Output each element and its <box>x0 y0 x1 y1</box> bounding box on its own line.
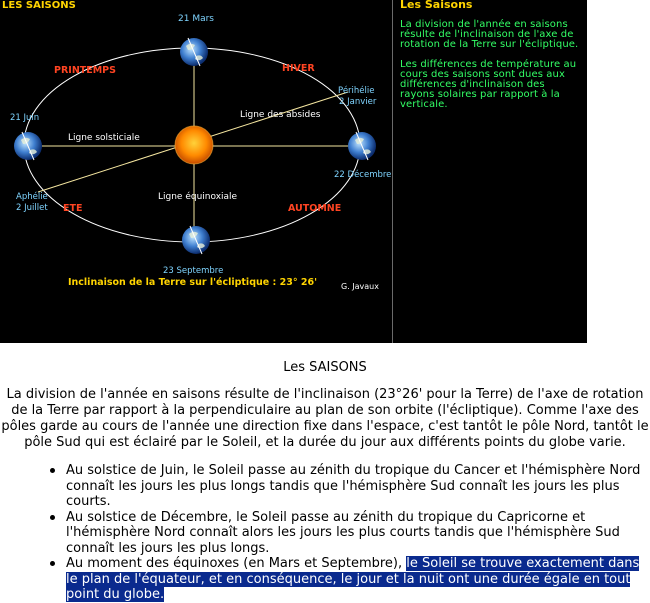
side-caption-title: Les Saisons <box>400 0 473 11</box>
label-perihelie: Périhélie <box>338 86 375 96</box>
label-printemps: PRINTEMPS <box>54 65 116 76</box>
earth-september <box>182 226 210 254</box>
side-caption-paragraph: La division de l'année en saisons résulte de l'inclinaison de l'axe de rotation de la Terre sur l'écliptique. <box>400 19 579 50</box>
article-intro: La division de l'année en saisons résulte de l'inclinaison (23°26' pour la Terre) de l'axe de rotation de la Terre par rapport à la perpendiculaire au plan de son orbite (l'écliptique). Comme l'axe des pôles garde au cours de l'année une direction fixe dans l'espace, c'est tantôt le pôle Nord, tantôt le pôle Sud qui est éclairé par le Soleil, et la durée du jour aux différents points du globe varie. <box>1 387 649 450</box>
list-item <box>66 556 650 603</box>
side-caption-paragraph: Les différences de température au cours des saisons sont dues aux différences d'inclinaison des rayons solaires par rapport à la verticale. <box>400 59 577 110</box>
list-item-text: Au solstice de Décembre, le Soleil passe au zénith du tropique du Capricorne et l'hémisphère Nord connaît alors les jours les plus courts tandis que l'hémisphère Sud connaît les jours les plus longs. <box>66 509 620 556</box>
list-item <box>66 463 650 510</box>
bullet-dot-icon <box>50 515 55 520</box>
label-inclinaison: Inclinaison de la Terre sur l'écliptique : 23° 26' <box>68 277 318 288</box>
label-hiver: HIVER <box>282 63 315 74</box>
article-title: Les SAISONS <box>283 360 367 375</box>
list-item-text: Au solstice de Juin, le Soleil passe au zénith du tropique du Cancer et l'hémisphère Nord connaît les jours les plus longs tandis que l'hémisphère Sud connaît les jours les plus courts. <box>66 463 641 509</box>
label-september: 23 Septembre <box>163 266 224 276</box>
label-janvier: 2 Janvier <box>339 97 377 107</box>
season-bullet-list <box>66 463 650 603</box>
list-item-text: Au moment des équinoxes (en Mars et Septembre), <box>66 556 407 571</box>
label-juillet: 2 Juillet <box>16 203 48 213</box>
label-apsides-line: Ligne des absides <box>240 110 321 120</box>
label-june: 21 Juin <box>10 113 40 123</box>
earth-march <box>180 38 208 66</box>
orbit-diagram <box>0 0 392 343</box>
bullet-dot-icon <box>50 561 55 566</box>
selected-text[interactable]: le Soleil se trouve exactement dans le plan de l'équateur, et en conséquence, le jour et la nuit ont une durée égale en tout point du globe. <box>66 556 640 602</box>
earth-december <box>348 132 376 160</box>
list-item <box>66 510 650 557</box>
panel-divider <box>392 0 393 343</box>
label-equinox-line: Ligne équinoxiale <box>158 192 238 202</box>
label-ete: ETE <box>63 203 83 214</box>
label-march: 21 Mars <box>178 14 214 24</box>
side-caption <box>400 0 582 110</box>
label-automne: AUTOMNE <box>288 203 342 214</box>
earth-june <box>14 132 42 160</box>
label-december: 22 Décembre <box>334 170 392 180</box>
label-solstice-line: Ligne solsticiale <box>68 133 140 143</box>
label-aphelie: Aphélie <box>16 192 48 202</box>
bullet-dot-icon <box>50 468 55 473</box>
label-credit: G. Javaux <box>341 282 379 291</box>
corner-title: LES SAISONS <box>2 0 76 11</box>
